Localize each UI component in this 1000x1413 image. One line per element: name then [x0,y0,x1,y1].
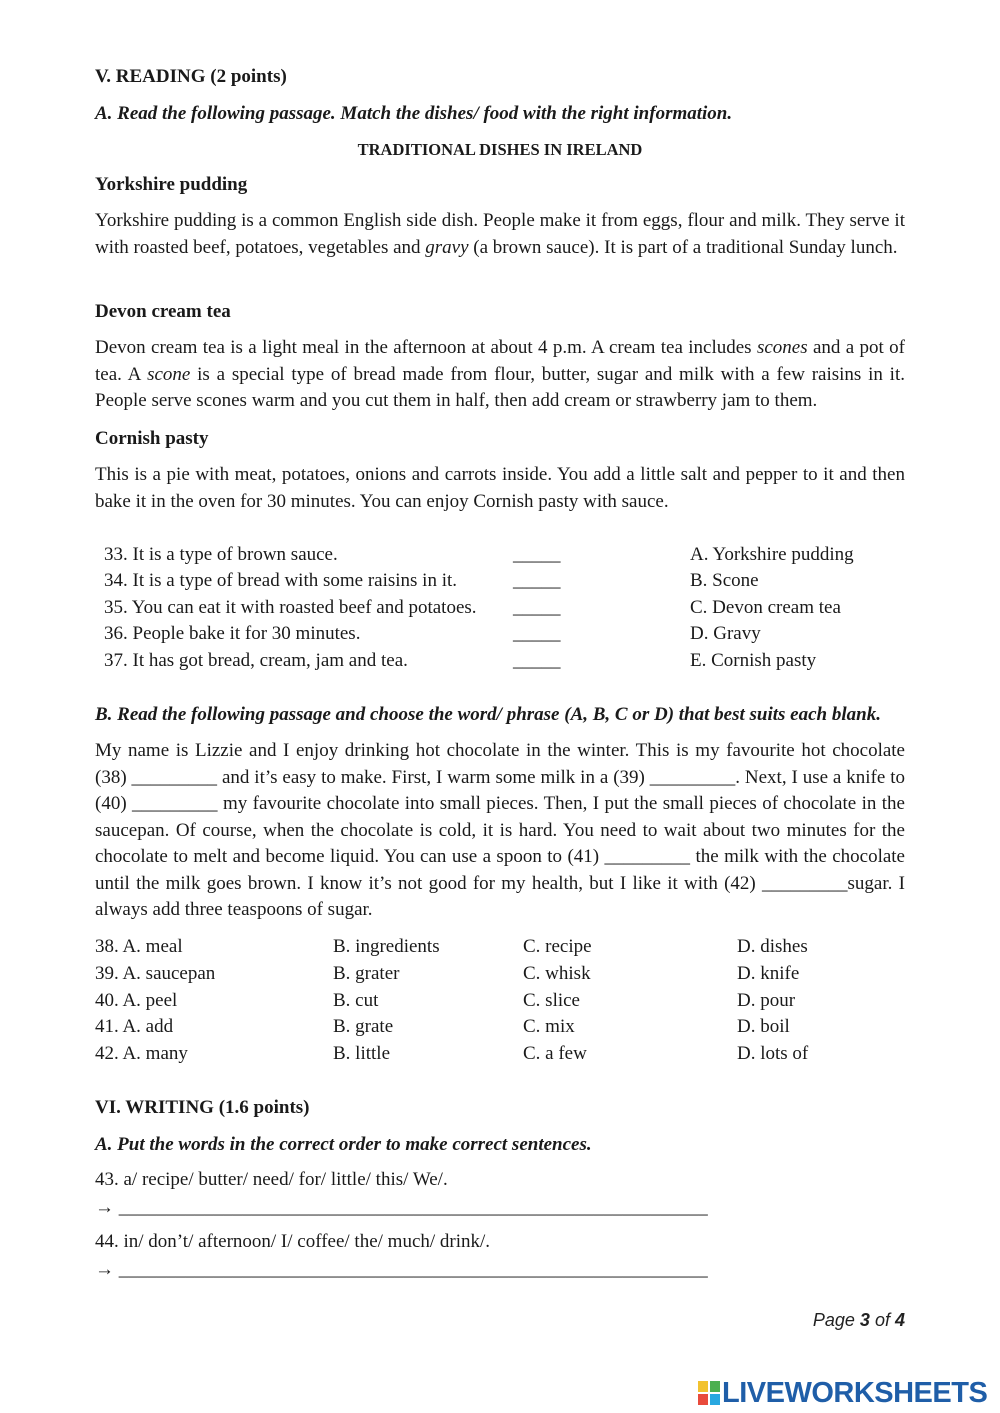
choice-d[interactable]: D. knife [737,963,800,984]
choice-row-40 [0,988,1000,1015]
match-option: A. Yorkshire pudding [690,544,854,565]
match-statement: 35. You can eat it with roasted beef and potatoes. [104,597,477,618]
match-blank[interactable]: _____ [513,650,561,671]
choice-c[interactable]: C. whisk [523,963,591,984]
writing-part-a-instruction: A. Put the words in the correct order to make correct sentences. [95,1134,592,1155]
page-number: Page 3 of 4 [812,1310,905,1330]
part-a-instruction: A. Read the following passage. Match the dishes/ food with the right information. [95,103,733,124]
dish-heading-cornish: Cornish pasty [95,428,209,449]
writing-prompt-43: 43. a/ recipe/ butter/ need/ for/ little/ this/ We/. [95,1169,448,1190]
choice-a[interactable]: 38. A. meal [95,936,183,957]
choice-row-41 [0,1014,1000,1041]
match-option: B. Scone [690,570,759,591]
match-statement: 34. It is a type of bread with some raisins in it. [104,570,458,591]
section-title-writing: VI. WRITING (1.6 points) [95,1097,310,1118]
choice-b[interactable]: B. ingredients [333,936,440,957]
match-question-37 [0,648,1000,675]
liveworksheets-logo-text: LIVEWORKSHEETS [722,1377,988,1409]
dish-text-yorkshire: Yorkshire pudding is a common English side dish. People make it from eggs, flour and milk. They serve it with roasted beef, potatoes, vegetables and gravy (a brown sauce). It is part of a traditional Sunday lunch. [95,210,905,258]
dish-heading-yorkshire: Yorkshire pudding [95,174,248,195]
passage-title: TRADITIONAL DISHES IN IRELAND [357,140,643,159]
choice-b[interactable]: B. little [333,1043,390,1064]
section-title-reading: V. READING (2 points) [95,66,287,87]
match-option: D. Gravy [690,623,761,644]
match-option: E. Cornish pasty [690,650,817,671]
choice-a[interactable]: 40. A. peel [95,990,178,1011]
match-statement: 37. It has got bread, cream, jam and tea. [104,650,408,671]
choice-row-38 [0,934,1000,961]
choice-a[interactable]: 41. A. add [95,1016,174,1037]
choice-b[interactable]: B. grate [333,1016,394,1037]
answer-line-43[interactable]: → ______________________________________________________________ [95,1197,708,1218]
answer-line-44[interactable]: → ______________________________________________________________ [95,1259,708,1280]
choice-b[interactable]: B. grater [333,963,400,984]
match-option: C. Devon cream tea [690,597,841,618]
match-question-36 [0,621,1000,648]
dish-text-devon: Devon cream tea is a light meal in the afternoon at about 4 p.m. A cream tea includes scones and a pot of tea. A scone is a special type of bread made from flour, butter, sugar and milk with a few raisins in it. People serve scones warm and you cut them in half, then add cream or strawberry jam to them. [95,337,905,411]
choice-c[interactable]: C. mix [523,1016,575,1037]
choice-b[interactable]: B. cut [333,990,379,1011]
choice-d[interactable]: D. boil [737,1016,790,1037]
part-b-passage: My name is Lizzie and I enjoy drinking hot chocolate in the winter. This is my favourite hot chocolate (38) _________ and it’s easy to make. First, I warm some milk in a (39) _________. Next, I use a knife to (40) _________ my favourite chocolate into small pieces. Then, I put the small pieces of chocolate in the saucepan. Of course, when the chocolate is cold, it is hard. You need to wait about two minutes for the chocolate to melt and become liquid. You can use a spoon to (41) _________ the milk with the chocolate until the milk goes brown. I know it’s not good for my health, but I like it with (42) _________sugar. I always add three teaspoons of sugar. [95,740,905,920]
part-b-instruction: B. Read the following passage and choose the word/ phrase (A, B, C or D) that best suits each blank. [95,704,881,725]
match-question-34 [0,568,1000,595]
match-question-35 [0,595,1000,622]
liveworksheets-logo-icon [698,1381,720,1405]
liveworksheets-logo[interactable] [698,1378,994,1408]
choice-d[interactable]: D. pour [737,990,796,1011]
choice-c[interactable]: C. a few [523,1043,587,1064]
writing-prompt-44: 44. in/ don’t/ afternoon/ I/ coffee/ the/ much/ drink/. [95,1231,491,1252]
match-blank[interactable]: _____ [513,544,561,565]
dish-text-cornish: This is a pie with meat, potatoes, onions and carrots inside. You add a little salt and pepper to it and then bake it in the oven for 30 minutes. You can enjoy Cornish pasty with sauce. [95,464,905,512]
match-question-33 [0,542,1000,569]
match-blank[interactable]: _____ [513,570,561,591]
choice-d[interactable]: D. lots of [737,1043,809,1064]
match-blank[interactable]: _____ [513,623,561,644]
choice-row-39 [0,961,1000,988]
choice-c[interactable]: C. recipe [523,936,592,957]
choice-c[interactable]: C. slice [523,990,580,1011]
match-statement: 33. It is a type of brown sauce. [104,544,338,565]
match-statement: 36. People bake it for 30 minutes. [104,623,361,644]
choice-a[interactable]: 39. A. saucepan [95,963,216,984]
dish-heading-devon: Devon cream tea [95,301,231,322]
choice-d[interactable]: D. dishes [737,936,808,957]
choice-row-42 [0,1041,1000,1068]
match-blank[interactable]: _____ [513,597,561,618]
choice-a[interactable]: 42. A. many [95,1043,188,1064]
